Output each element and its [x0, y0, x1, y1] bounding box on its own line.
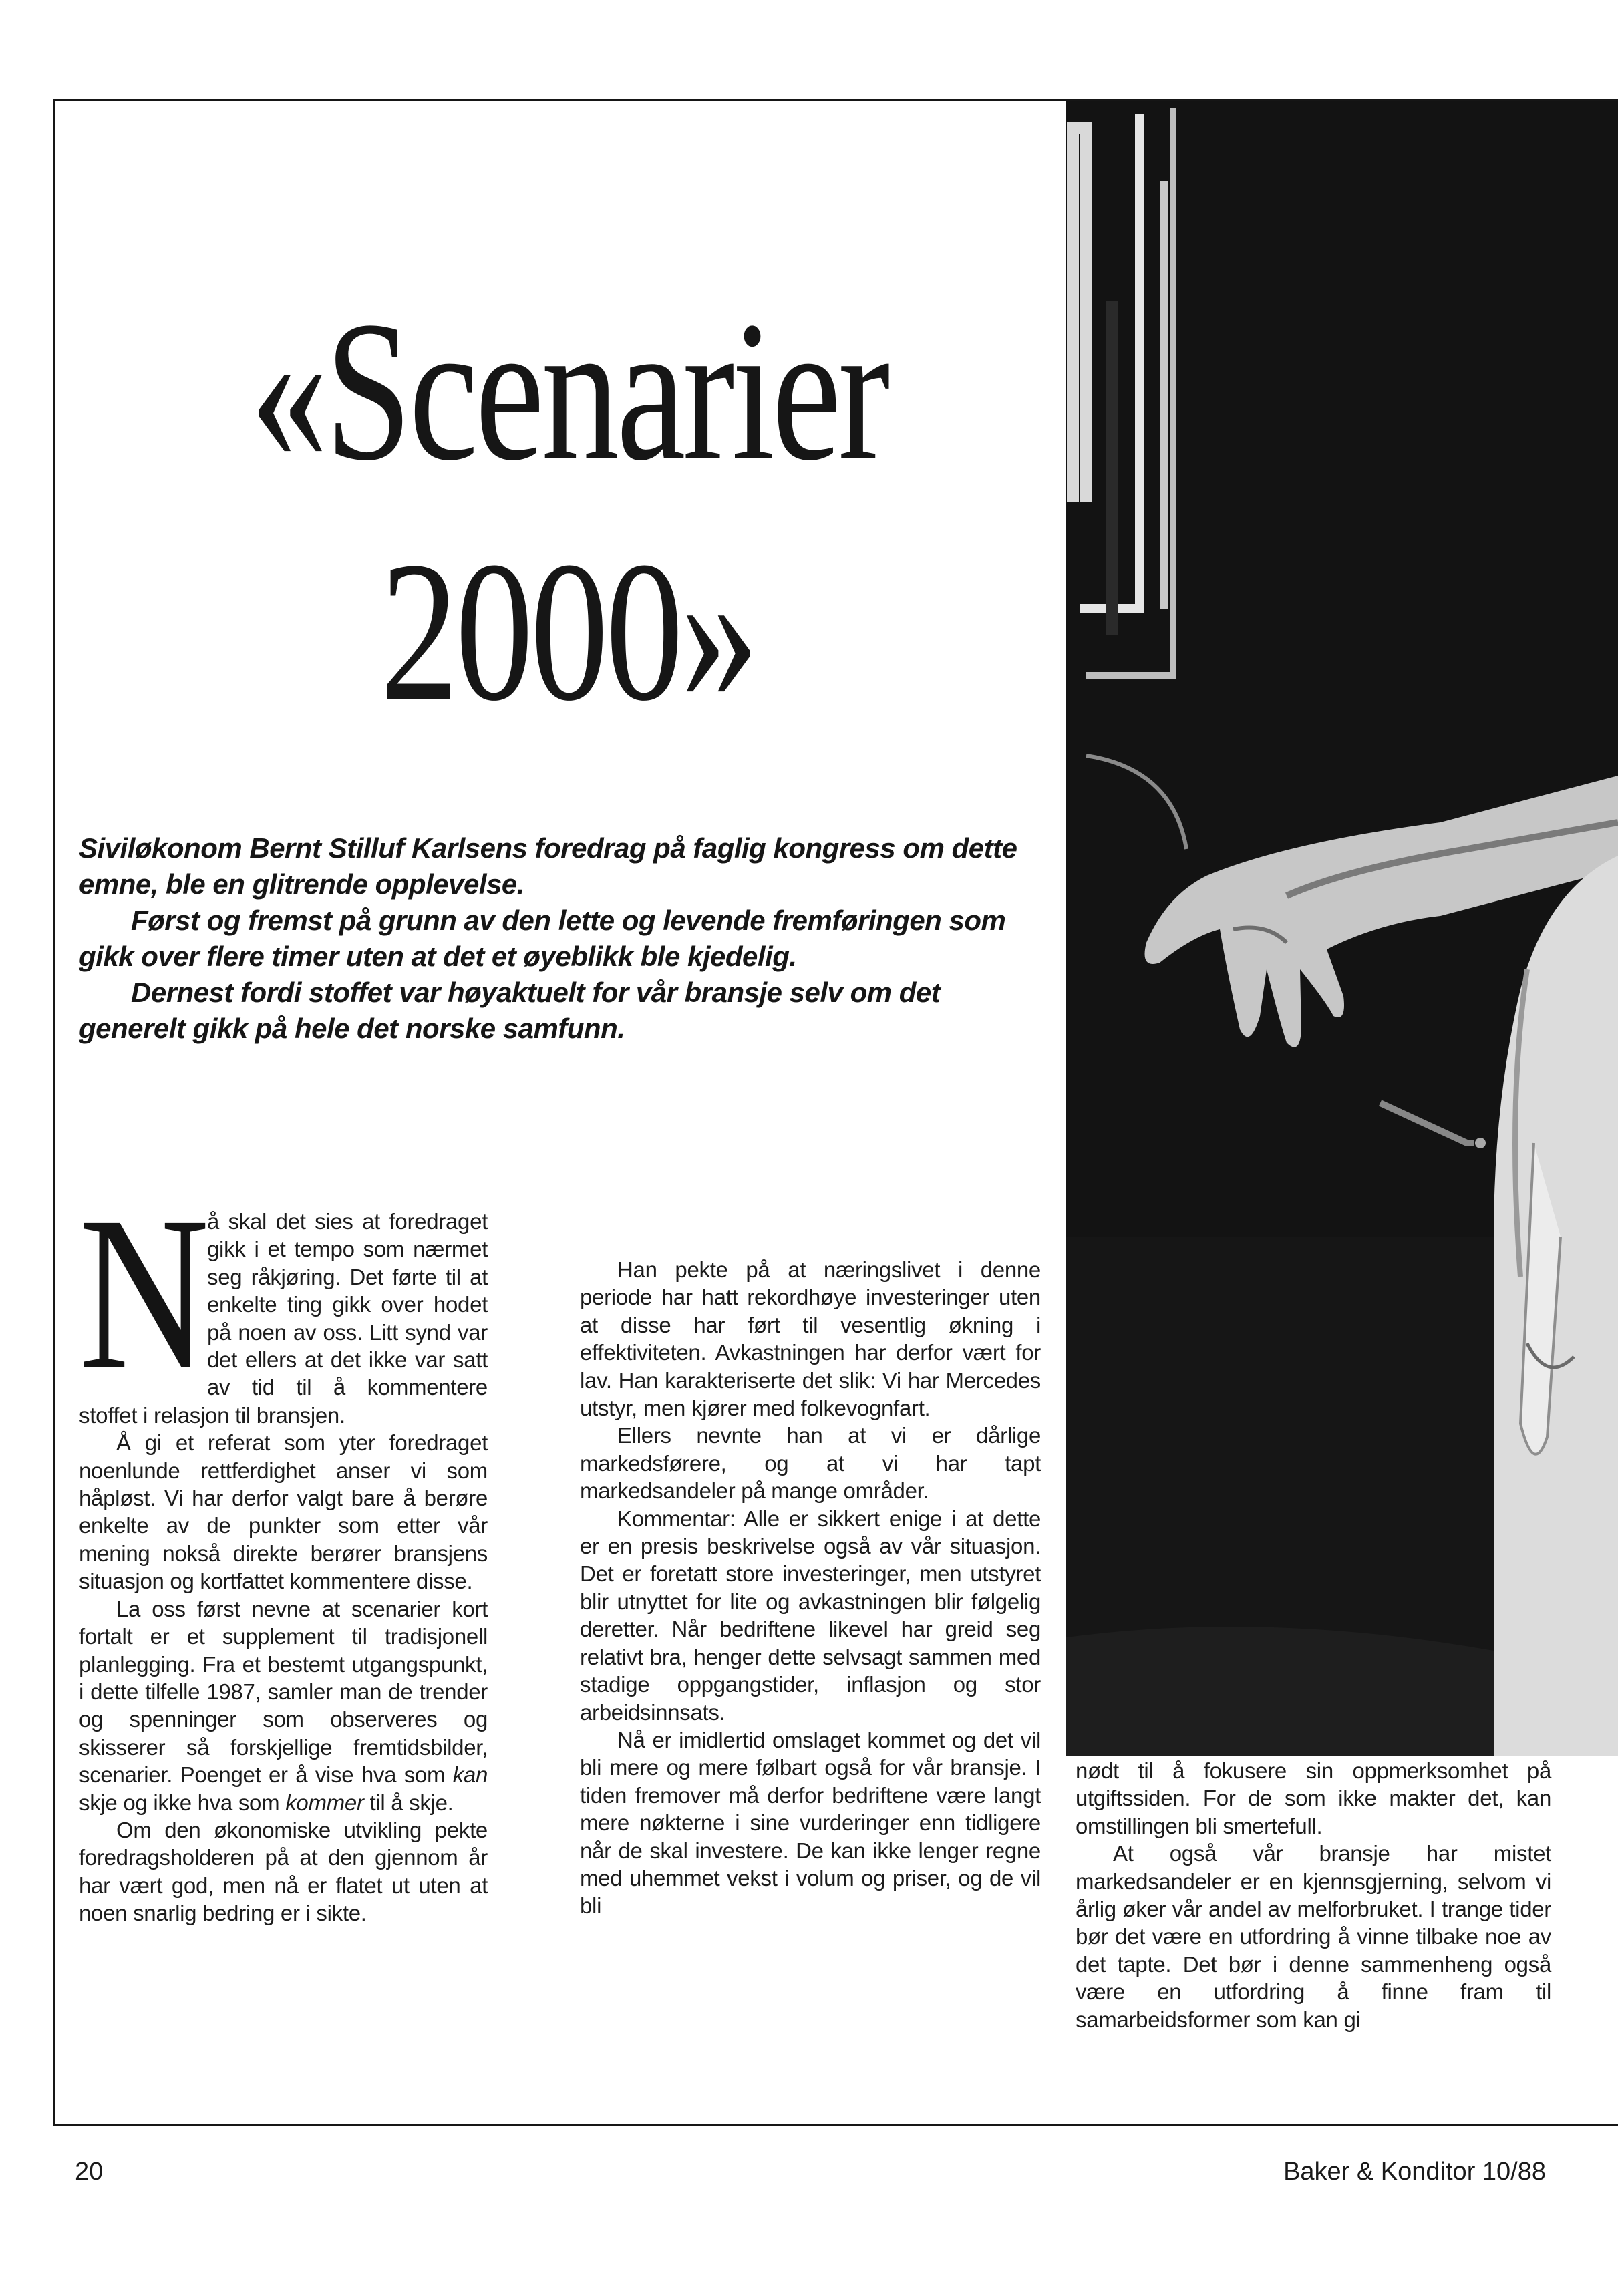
article-lead [79, 830, 1041, 1047]
body-paragraph: Han pekte på at næringslivet i denne periode har hatt rekordhøye investeringer uten at disse har ført til vesentlig økning i effektiviteten. Avkastningen har derfor vært for lav. Han karakteriserte det slik: Vi har Mercedes utstyr, men kjører med folkevognfart. [580, 1257, 1041, 1421]
body-paragraph [79, 1595, 488, 1816]
speaker-photo-graphic [1066, 101, 1618, 1756]
emphasis-kommer: kommer [285, 1790, 364, 1815]
body-paragraph-text: La oss først nevne at scenarier kort fortalt er et supplement til tradisjonell planlegging. Fra et bestemt utgangspunkt, i dette tilfelle 1987, samler man de trender og spenninger som observeres og skisserer så forskjellige fremtidsbilder, scenarier. Poenget er å vise hva som [79, 1596, 488, 1788]
drop-cap: N [79, 1172, 210, 1416]
title-line-2: 2000» [380, 520, 756, 742]
body-paragraph: Nå er imidlertid omslaget kommet og det vil bli mere og mere følbart også for vår bransje. I tiden fremover må derfor bedriftene være langt mere nøkterne i sine vurderinger enn tidligere når de skal investere. De kan ikke lenger regne med uhemmet vekst i volum og priser, og de vil bli [580, 1727, 1041, 1919]
article-title [160, 267, 975, 748]
body-column-1 [79, 1172, 488, 1927]
emphasis-kan: kan [452, 1762, 488, 1788]
body-paragraph: Kommentar: Alle er sikkert enige i at dette er en presis beskrivelse også av vår situasjon. Det er foretatt store investeringer, men utstyret blir utnyttet for lite og avkastningen blir følgelig deretter. Når bedriftene likevel har greid seg relativt bra, henger dette selvsagt sammen med stadige oppgangstider, inflasjon og stor arbeidsinnsats. [580, 1506, 1041, 1725]
title-line-1: «Scenarier [250, 280, 887, 502]
lead-paragraph-1: Siviløkonom Bernt Stilluf Karlsens foredrag på faglig kongress om dette emne, ble en glitrende opplevelse. [79, 832, 1017, 900]
body-paragraph-text: til å skje. [369, 1790, 454, 1815]
body-paragraph: nødt til å fokusere sin oppmerksomhet på utgiftssiden. For de som ikke makter det, kan omstillingen bli smertefull. [1076, 1758, 1551, 1838]
page-number: 20 [75, 2158, 104, 2186]
body-column-3 [1076, 1757, 1551, 2033]
body-paragraph-text: å skal det sies at foredraget gikk i et tempo som nærmet seg råkjøring. Det førte til at enkelte ting gikk over hodet på noen av oss. Litt synd var det ellers at det ikke var satt av tid til å kommentere stoffet i relasjon til bransjen. [79, 1209, 488, 1428]
body-paragraph: Ellers nevnte han at vi er dårlige markedsførere, og at vi har tapt markedsandeler på mange områder. [580, 1423, 1041, 1504]
body-paragraph: Om den økonomiske utvikling pekte foredragsholderen på at den gjennom år har vært god, men nå er flatet ut uten at noen snarlig bedring er i sikte. [79, 1817, 488, 1926]
body-paragraph [79, 1172, 488, 1429]
body-paragraph-text: skje og ikke hva som [79, 1790, 280, 1815]
lead-paragraph-2: Først og fremst på grunn av den lette og levende fremføringen som gikk over flere timer uten at det et øyeblikk ble kjedelig. [79, 905, 1006, 972]
body-paragraph: Å gi et referat som yter foredraget noenlunde rettferdighet anser vi som håpløst. Vi har derfor valgt bare å berøre enkelte av de punkter som etter vår mening nokså direkte berører bransjens situasjon og kortfattet kommentere disse. [79, 1430, 488, 1594]
body-paragraph: At også vår bransje har mistet markedsandeler er en kjennsgjerning, selvom vi årlig øker vår andel av melforbruket. I trange tider bør det være en utfordring å vinne tilbake noe av det tapte. Det bør i denne sammenheng også være en utfordring å finne fram til samarbeidsformer som kan gi [1076, 1841, 1551, 2032]
body-column-2 [580, 1256, 1041, 1920]
lead-paragraph-3: Dernest fordi stoffet var høyaktuelt for vår bransje selv om det generelt gikk på hele det norske samfunn. [79, 977, 941, 1044]
speaker-photo [1066, 101, 1618, 1756]
publication-footer: Baker & Konditor 10/88 [1283, 2158, 1546, 2186]
